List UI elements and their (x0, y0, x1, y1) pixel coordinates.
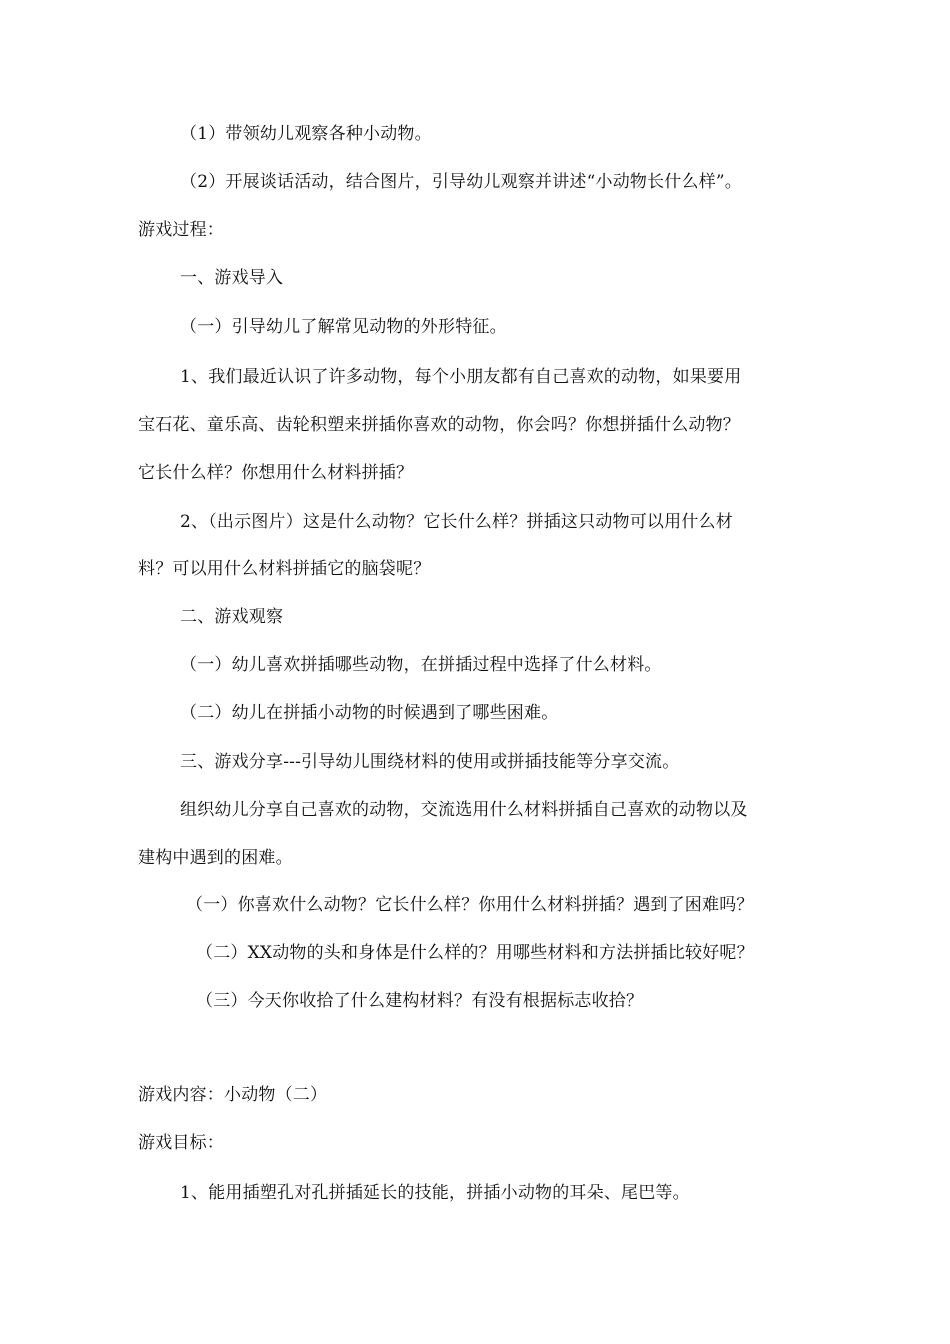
paragraph-line: （1）带领幼儿观察各种小动物。 (180, 124, 432, 144)
paragraph-line: （一）幼儿喜欢拼插哪些动物，在拼插过程中选择了什么材料。 (180, 655, 662, 675)
paragraph-line: （二）幼儿在拼插小动物的时候遇到了哪些困难。 (180, 703, 559, 723)
section-heading: 二、游戏观察 (180, 607, 284, 627)
paragraph-line: 宝石花、童乐高、齿轮积塑来拼插你喜欢的动物，你会吗？你想拼插什么动物？ (138, 415, 740, 435)
paragraph-line: （二）XX动物的头和身体是什么样的？用哪些材料和方法拼插比较好呢？ (196, 943, 754, 963)
paragraph-line: 2、（出示图片）这是什么动物？它长什么样？拼插这只动物可以用什么材 (180, 512, 733, 532)
section-heading: 一、游戏导入 (180, 268, 284, 288)
paragraph-line: （一）引导幼儿了解常见动物的外形特征。 (180, 317, 507, 337)
paragraph-line: （一）你喜欢什么动物？它长什么样？你用什么材料拼插？遇到了困难吗？ (186, 895, 754, 915)
section-heading: 游戏过程： (138, 220, 224, 240)
paragraph-line: （三）今天你收拾了什么建构材料？有没有根据标志收拾？ (196, 991, 644, 1011)
section-heading: 三、游戏分享---引导幼儿围绕材料的使用或拼插技能等分享交流。 (180, 752, 680, 772)
paragraph-line: 1、我们最近认识了许多动物，每个小朋友都有自己喜欢的动物，如果要用 (180, 367, 742, 387)
paragraph-line: 它长什么样？你想用什么材料拼插？ (138, 463, 414, 483)
paragraph-line: 建构中遇到的困难。 (138, 848, 293, 868)
paragraph-line: 组织幼儿分享自己喜欢的动物，交流选用什么材料拼插自己喜欢的动物以及 (180, 800, 748, 820)
paragraph-line: 1、能用插塑孔对孔拼插延长的技能，拼插小动物的耳朵、尾巴等。 (180, 1183, 690, 1203)
section-heading: 游戏内容：小动物（二） (138, 1085, 328, 1105)
paragraph-line: （2）开展谈话活动，结合图片，引导幼儿观察并讲述“小动物长什么样”。 (180, 172, 742, 192)
section-heading: 游戏目标： (138, 1133, 224, 1153)
paragraph-line: 料？可以用什么材料拼插它的脑袋呢？ (138, 559, 431, 579)
